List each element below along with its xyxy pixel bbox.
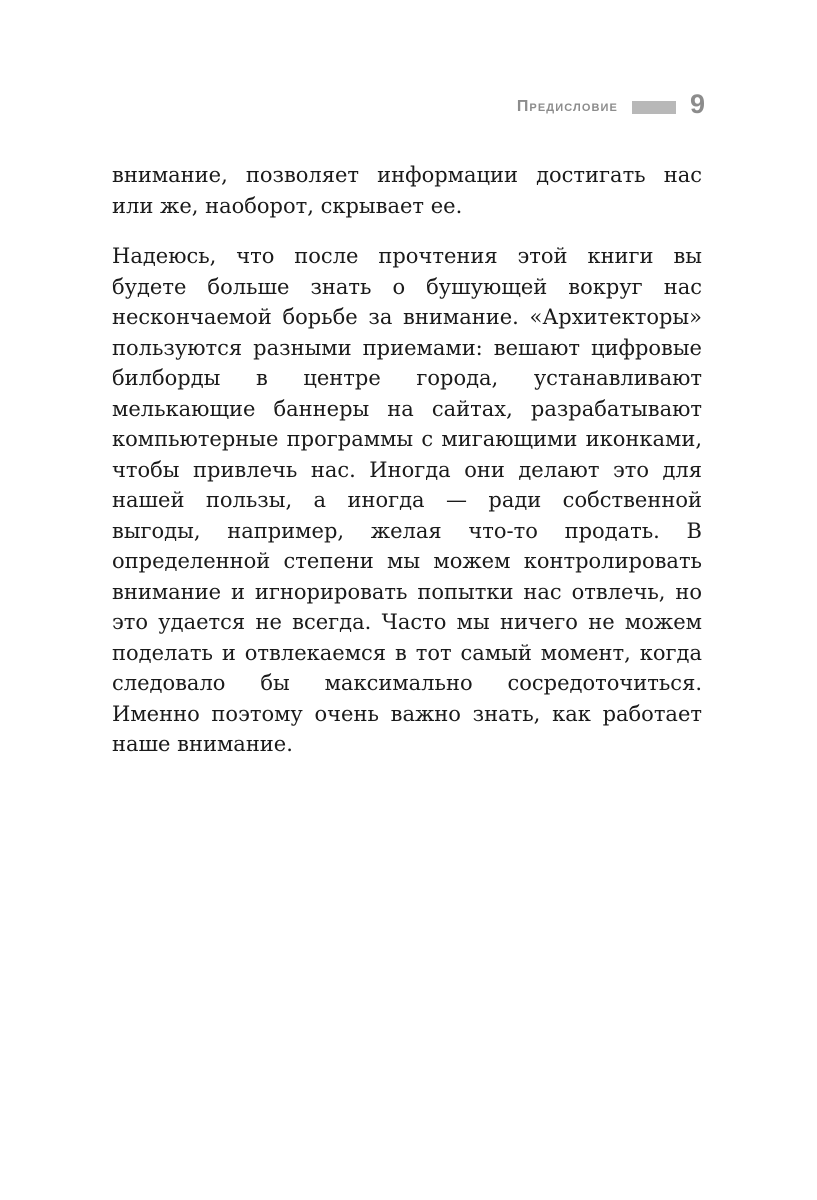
section-title: Предисловие: [516, 98, 618, 115]
page-number: 9: [689, 88, 705, 119]
paragraph-main: Надеюсь, что после прочтения этой книги вы будете больше знать о бушующей вокруг нас нескончаемой борьбе за внимание. «Архитекторы» пользуются разными приемами: вешают цифровые билборды в центре города, устанавливают мелькающие баннеры на сайтах, разрабатывают компьютерные программы с мигающими иконками, чтобы привлечь нас. Иногда они делают это для нашей пользы, а иногда — ради собственной выгоды, например, желая что-то продать. В определенной степени мы можем контролировать внимание и игнорировать попытки нас отвлечь, но это удается не всегда. Часто мы ничего не можем поделать и отвлекаемся в тот самый момент, когда следовало бы максимально сосредоточиться. Именно поэтому очень важно знать, как работает наше внимание.: [112, 244, 702, 756]
paragraph-continued: внимание, позволяет информации достигать нас или же, наоборот, скрывает ее.: [112, 163, 702, 218]
header-divider-bar: [632, 101, 676, 114]
page-body: [112, 160, 702, 760]
running-header: [517, 84, 705, 124]
